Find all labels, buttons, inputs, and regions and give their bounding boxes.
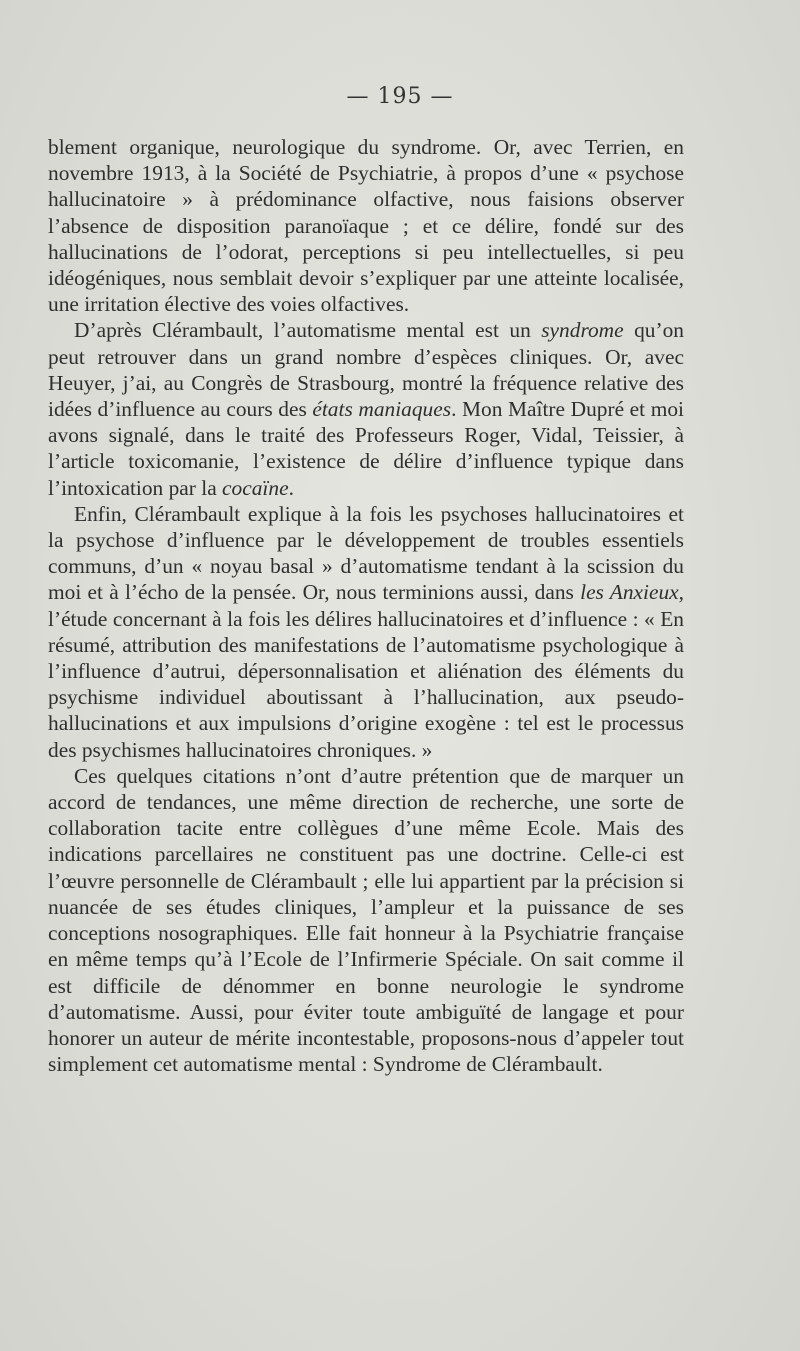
italic-run: états maniaques bbox=[312, 397, 452, 422]
body-text bbox=[48, 134, 684, 1077]
text-run: Enfin, Clérambault explique à la fois les psychoses hallucinatoires et la psychose d’influence par le développement de troubles essentiels communs, d’un « noyau basal » d’automatisme tendant à la scission du moi et à l’écho de la pensée. Or, nous terminions aussi, dans bbox=[48, 501, 684, 605]
paragraph bbox=[48, 317, 684, 500]
page-number: — 195 — bbox=[346, 84, 454, 109]
text-run: blement organique, neurologique du syndrome. Or, avec Terrien, en novembre 1913, à la Société de Psychiatrie, à propos d’une « psychose hallucinatoire » à prédominance olfactive, nous faisions observer l’absence de disposition paranoïaque ; et ce délire, fondé sur des hallucinations de l’odorat, perceptions si peu intellectuelles, si peu idéogéniques, nous semblait devoir s’expliquer par une atteinte localisée, une irritation élective des voies olfactives. bbox=[48, 135, 684, 317]
text-run: , l’étude concernant à la fois les délires hallucinatoires et d’influence : « En résumé, attribution des manifestations de l’automatisme psychologique à l’influence d’autrui, dépersonnalisation et aliénation des éléments du psychisme individuel aboutissant à l’hallucination, aux pseudo-hallucinations et aux impulsions d’origine exogène : tel est le processus des psychismes hallucinatoires chroniques. » bbox=[48, 580, 684, 762]
italic-run: cocaïne bbox=[222, 475, 289, 500]
text-run: . Mon Maître Dupré et moi avons signalé, dans le traité des Professeurs Roger, Vidal, Teissier, à l’article toxicomanie, l’existence de délire d’influence typique dans l’intoxication par la bbox=[48, 397, 684, 500]
text-run: qu’on peut retrouver dans un grand nombre d’espèces cliniques. Or, avec Heuyer, j’ai, au Congrès de Strasbourg, montré la fréquence relative des idées d’influence au cours des bbox=[48, 318, 684, 422]
text-run: . bbox=[288, 475, 294, 500]
paragraph bbox=[48, 763, 684, 1077]
italic-run: syndrome bbox=[541, 318, 624, 343]
paragraph bbox=[48, 501, 684, 763]
paragraph bbox=[48, 134, 684, 317]
text-run: Ces quelques citations n’ont d’autre prétention que de marquer un accord de tendances, une même direction de recherche, une sorte de collaboration tacite entre collègues d’une même Ecole. Mais des indications parcellaires ne constituent pas une doctrine. Celle-ci est l’œuvre personnelle de Clérambault ; elle lui appartient par la précision si nuancée de ses études cliniques, l’ampleur et la puissance de ses conceptions nosographiques. Elle fait honneur à la Psychiatrie française en même temps qu’à l’Ecole de l’Infirmerie Spéciale. On sait comme il est difficile de dénommer en bonne neurologie le syndrome d’automatisme. Aussi, pour éviter toute ambiguïté de langage et pour honorer un auteur de mérite incontestable, proposons-nous d’appeler tout simplement cet automatisme mental : Syndrome de Clérambault. bbox=[48, 763, 684, 1077]
text-run: D’après Clérambault, l’automatisme mental est un bbox=[74, 318, 542, 343]
italic-run: les Anxieux bbox=[580, 580, 679, 605]
